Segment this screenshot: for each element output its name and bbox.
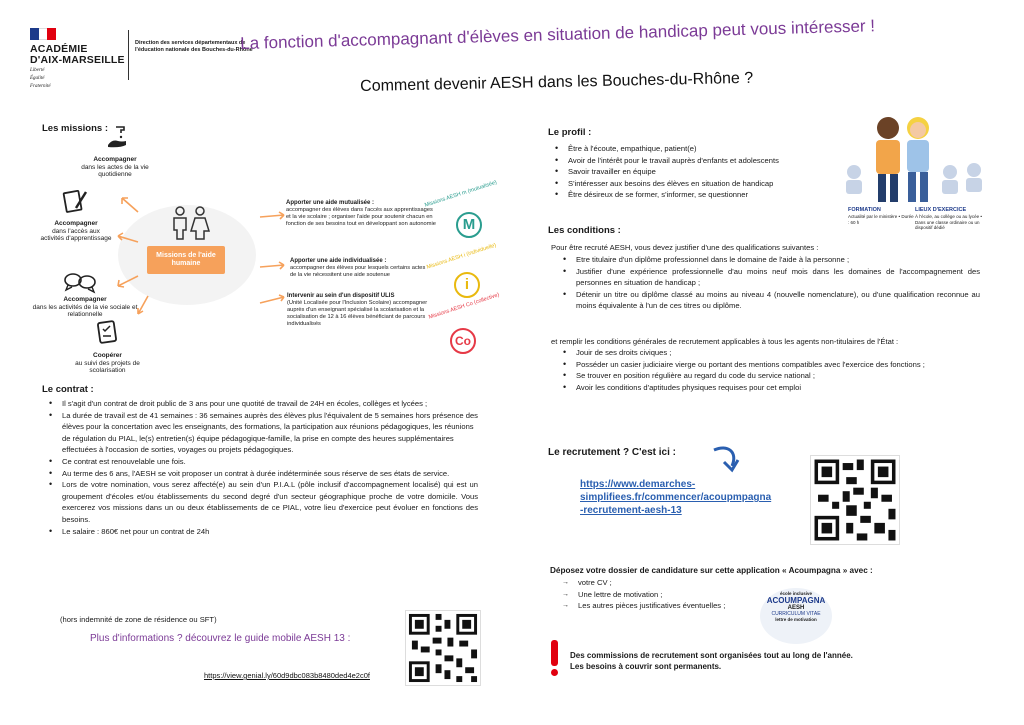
mission-cooperer: [70, 352, 145, 375]
profil-list: [552, 143, 842, 201]
contrat-item: • Lors de votre nomination, vous serez affecté(e) au sein d'un P.I.A.L (pôle inclusif d'accompagnement localisé) qui est un groupement d'écoles et/ou établissements du second degré d'un secteur géographique proche de votre domicile. Vous exercerez vos missions dans un ou deux établissements de ce PIAL, votre lieu d'exercice peut évoluer en fonctions des besoins.: [46, 479, 478, 525]
aide-title: Apporter une aide individualisée :: [290, 258, 387, 264]
aide-individualisee: [290, 258, 430, 279]
depot-list: [562, 577, 762, 612]
french-flag-icon: [30, 28, 56, 40]
logo-divider: [128, 30, 129, 80]
conditions-intro2: et remplir les conditions générales de recrutement applicables à tous les agents non-titulaires de l'État :: [551, 337, 899, 346]
contrat-heading: Le contrat :: [42, 384, 94, 395]
profil-item: • Savoir travailler en équipe: [552, 166, 842, 178]
academy-name-line1: ACADÉMIE: [30, 43, 88, 55]
notice-line2: Les besoins à couvrir sont permanents.: [570, 662, 722, 671]
aesh-i-icon: i: [454, 272, 480, 298]
mission-title: Accompagner: [54, 220, 98, 227]
cloud-word: CURRICULUM VITAE: [771, 611, 821, 617]
page-subtitle: Comment devenir AESH dans les Bouches-du-Rhône ?: [360, 69, 754, 95]
mission-apprentissage: [40, 220, 112, 243]
contrat-note: (hors indemnité de zone de résidence ou SFT): [60, 615, 217, 624]
profil-item: • Avoir de l'intérêt pour le travail auprès d'enfants et adolescents: [552, 155, 842, 167]
aide-text: (Unité Localisée pour l'Inclusion Scolaire) accompagner auprès d'un enseignant spécialisé la scolarisation et la socialisation de 12 à 16 élèves bénéficiant de parcours individualisés: [287, 300, 428, 327]
curved-arrow-icon: [710, 444, 744, 474]
recrutement-link[interactable]: [580, 478, 805, 517]
condition-item: • Justifier d'une expérience professionnelle d'au moins neuf mois dans les domaines de l'accompagnement des personnes en situation de handicap ;: [560, 266, 980, 289]
condition-item: • Posséder un casier judiciaire vierge ou portant des mentions compatibles avec l'exercice des fonctions ;: [560, 359, 980, 371]
depot-heading: Déposez votre dossier de candidature sur cette application « Acoumpagna » avec :: [550, 566, 873, 575]
recrutement-qr-code[interactable]: [810, 455, 900, 545]
motto-1: Liberté: [30, 68, 45, 73]
aesh-co-tag: Missions AESH Co (collective): [428, 292, 501, 321]
aide-text: accompagner des élèves pour lesquels certains actes de la vie nécessitent une aide soutenue: [290, 265, 426, 278]
conditions-intro: Pour être recruté AESH, vous devez justifier d'une des qualifications suivantes :: [551, 243, 819, 252]
condition-item: • Détenir un titre ou diplôme classé au moins au niveau 4 (nouvelle nomenclature), ou d'une qualification reconnue au moins équivalente à l'un de ces titres ou diplôme.: [560, 289, 980, 312]
lieux-text: À l'école, au collège ou au lycée • Dans une classe ordinaire ou un dispositif dédié: [915, 214, 982, 230]
aide-ulis: [287, 293, 437, 328]
mission-arrows: [108, 190, 268, 330]
contrat-item: • Le salaire : 860€ net pour un contrat de 24h: [46, 526, 478, 538]
contrat-list: [46, 398, 478, 537]
recrutement-link-line3: -recrutement-aesh-13: [580, 505, 682, 516]
condition-item: • Avoir les conditions d'aptitudes physiques requises pour cet emploi: [560, 382, 980, 394]
aesh-i-tag: Missions AESH i (individuelle): [426, 242, 498, 271]
academy-logo: [30, 28, 130, 90]
contrat-item: • La durée de travail est de 41 semaines : 36 semaines auprès des élèves plus l'équivalent de 5 semaines hors présence des élèves pour la concertation avec les enseignants, des formations, la participation aux réunions pédagogiques, les réunions de régulation du PIAL, le(s) entretien(s) équipe pédagogique-famille, la prise en compte des heures supplémentaires effectuées à l'occasion de sorties, voyages ou projets pédagogiques.: [46, 410, 478, 456]
depot-item: → Une lettre de motivation ;: [562, 589, 762, 601]
depot-item: → votre CV ;: [562, 577, 762, 589]
profil-heading: Le profil :: [548, 127, 592, 138]
notice-line1: Des commissions de recrutement sont organisées tout au long de l'année.: [570, 651, 853, 660]
academy-name-line2: D'AIX-MARSEILLE: [30, 54, 125, 66]
speech-bubbles-icon: [63, 271, 97, 295]
aide-title: Intervenir au sein d'un dispositif ULIS: [287, 293, 395, 299]
mission-title: Accompagner: [63, 296, 107, 303]
recrutement-heading: Le recrutement ? C'est ici :: [548, 447, 676, 458]
guide-link[interactable]: https://view.genial.ly/60d9dbc083b8480ded4e2c0f: [204, 671, 370, 680]
mission-text: dans les activités de la vie sociale et relationnelle: [32, 303, 138, 318]
condition-item: • Etre titulaire d'un diplôme professionnel dans le domaine de l'aide à la personne ;: [560, 254, 980, 266]
recrutement-link-line2: simplifiees.fr/commencer/acoupmpagna: [580, 492, 772, 503]
aesh-m-tag: Missions AESH m (mutualisée): [424, 179, 498, 209]
motto-3: Fraternité: [30, 84, 51, 89]
conditions-list2: [560, 347, 980, 393]
exclamation-icon: [549, 640, 561, 678]
profil-item: • Être désireux de se former, s'informer, se questionner: [552, 189, 842, 201]
profil-item: • S'intéresser aux besoins des élèves en situation de handicap: [552, 178, 842, 190]
acoumpagna-word-cloud: [760, 588, 832, 644]
missions-center-badge: Missions de l'aide humaine: [147, 246, 225, 274]
cloud-word: école inclusive: [779, 591, 813, 596]
mission-text: dans l'accès aux activités d'apprentissage: [40, 227, 112, 242]
aesh-illustration: [840, 110, 990, 210]
motto-2: Égalité: [30, 76, 45, 81]
conditions-list: [560, 254, 980, 312]
mission-text: dans les actes de la vie quotidienne: [81, 163, 149, 178]
profil-item: • Être à l'écoute, empathique, patient(e): [552, 143, 842, 155]
cloud-word: lettre de motivation: [775, 617, 817, 622]
page-title: La fonction d'accompagnant d'élèves en situation de handicap peut vous intéresser !: [240, 16, 876, 53]
condition-item: • Jouir de ses droits civiques ;: [560, 347, 980, 359]
aesh-co-icon: Co: [450, 328, 476, 354]
guide-label: Plus d'informations ? découvrez le guide mobile AESH 13 :: [90, 633, 351, 644]
hand-wash-icon: [106, 125, 128, 149]
mission-title: Accompagner: [93, 156, 137, 163]
guide-qr-code[interactable]: [405, 610, 481, 686]
notebook-pen-icon: [62, 188, 88, 214]
contrat-item: • Il s'agit d'un contrat de droit public de 3 ans pour une quotité de travail de 24H en écoles, collèges et lycées ;: [46, 398, 478, 410]
contrat-item: • Au terme des 6 ans, l'AESH se voit proposer un contrat à durée indéterminée sous réserve de ses états de service.: [46, 468, 478, 480]
contrat-item: • Ce contrat est renouvelable une fois.: [46, 456, 478, 468]
cloud-word: ACOUMPAGNA: [766, 596, 826, 605]
aide-mutualisee: [286, 200, 436, 228]
aide-text: accompagner des élèves dans l'accès aux apprentissages et la vie scolaire ; organiser l'aide pour soutenir chacun en fonction de ses besoins tout en développant son autonomie: [286, 207, 436, 227]
cloud-word: AESH: [787, 605, 805, 611]
lieux-label: LIEUX D'EXERCICE: [915, 207, 967, 213]
mission-text: au suivi des projets de scolarisation: [75, 359, 140, 374]
depot-item: → Les autres pièces justificatives éventuelles ;: [562, 600, 762, 612]
formation-label: FORMATION: [848, 207, 881, 213]
dsden-label: Direction des services départementaux de l'éducation nationale des Bouches-du-Rhône: [135, 40, 253, 53]
aide-title: Apporter une aide mutualisée :: [286, 200, 375, 206]
formation-text: Actualité par le ministère • Durée : 60 h: [848, 214, 914, 225]
missions-heading: Les missions :: [42, 123, 108, 134]
aesh-m-icon: M: [456, 212, 482, 238]
mission-quotidienne: [70, 156, 160, 179]
conditions-heading: Les conditions :: [548, 225, 621, 236]
recrutement-link-line1: https://www.demarches-: [580, 479, 696, 490]
condition-item: • Se trouver en position régulière au regard du code du service national ;: [560, 370, 980, 382]
mission-title: Coopérer: [93, 352, 122, 359]
